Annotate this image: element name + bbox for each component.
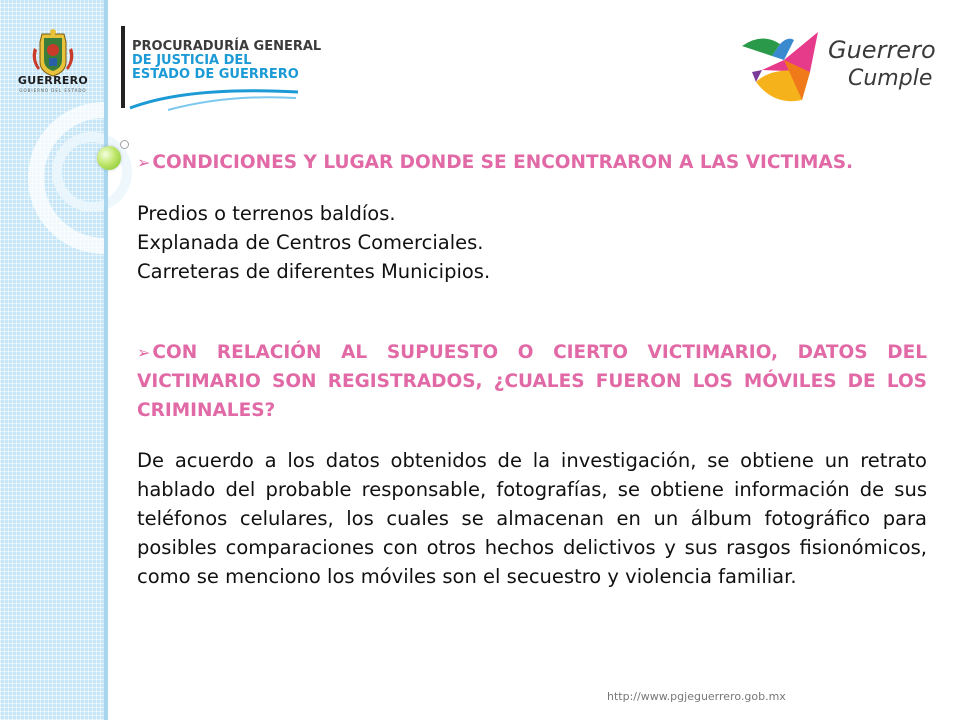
side-panel — [0, 0, 108, 720]
green-bubble-icon — [97, 146, 121, 170]
small-bubble-icon — [120, 140, 129, 149]
agency-name-line1: PROCURADURÍA GENERAL — [132, 39, 322, 54]
header-divider — [121, 26, 125, 108]
agency-name-line2: DE JUSTICIA DEL — [132, 53, 252, 68]
section1-heading-text: CONDICIONES Y LUGAR DONDE SE ENCONTRARON A LAS VICTIMAS. — [152, 152, 854, 173]
section1-heading — [137, 148, 927, 177]
arrow-bullet-icon: ➢ — [137, 343, 151, 362]
list-item: Carreteras de diferentes Municipios. — [137, 260, 491, 283]
arrow-bullet-icon: ➢ — [137, 153, 151, 172]
side-panel-border — [104, 0, 108, 720]
guerrero-cumple-line2: Cumple — [848, 66, 933, 91]
agency-wave-icon — [128, 80, 300, 112]
agency-name-line3: ESTADO DE GUERRERO — [132, 67, 299, 82]
list-item: Predios o terrenos baldíos. — [137, 202, 396, 225]
section2-paragraph: De acuerdo a los datos obtenidos de la investigación, se obtiene un retrato hablado del probable responsable, fotografías, se obtiene información de sus teléfonos celulares, los cuales se almacenan en un álbum fotográfico para posibles comparaciones con otros hechos delictivos y sus rasgos fisionómicos, como se menciono los móviles son el secuestro y violencia familiar. — [137, 449, 927, 588]
slide-content — [137, 148, 927, 591]
gov-logo-subtitle: GOBIERNO DEL ESTADO — [19, 88, 87, 93]
gov-logo-name: GUERRERO — [17, 74, 89, 87]
guerrero-cumple-line1: Guerrero — [828, 36, 936, 64]
list-item: Explanada de Centros Comerciales. — [137, 231, 484, 254]
section2-heading — [137, 338, 927, 425]
footer-url: http://www.pgjeguerrero.gob.mx — [607, 690, 786, 703]
section2-heading-text: CON RELACIÓN AL SUPUESTO O CIERTO VICTIMARIO, DATOS DEL VICTIMARIO SON REGISTRADOS, ¿CUALES FUERON LOS MÓVILES DE LOS CRIMINALES? — [137, 342, 927, 421]
